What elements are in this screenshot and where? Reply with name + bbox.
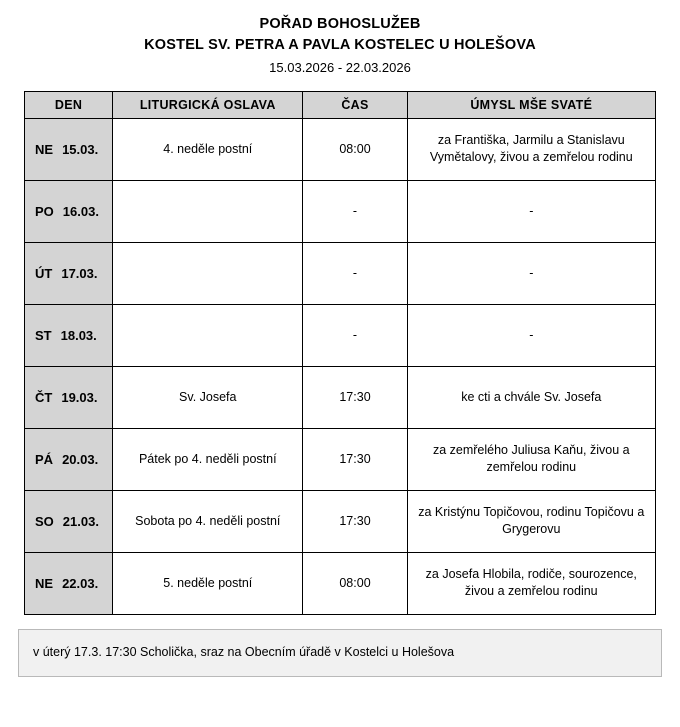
cell-time: 08:00 [303,552,407,614]
cell-liturgy [113,180,303,242]
date-range: 15.03.2026 - 22.03.2026 [269,60,411,76]
cell-liturgy: Sv. Josefa [113,366,303,428]
day-date: 21.03. [62,513,99,529]
day-date: 18.03. [60,327,97,343]
day-of-week: PÁ [35,451,54,467]
table-row [25,242,656,304]
page-title: POŘAD BOHOSLUŽEB [259,16,421,32]
cell-day [25,118,113,180]
table-row [25,304,656,366]
document-header [0,0,680,77]
schedule-table-wrapper [24,91,656,615]
column-header-day: DEN [25,91,113,118]
cell-intention: - [407,242,655,304]
parish-title: KOSTEL SV. PETRA A PAVLA KOSTELEC U HOLEŠOVA [144,37,536,54]
cell-liturgy: 4. neděle postní [113,118,303,180]
cell-intention: za Kristýnu Topičovou, rodinu Topičovu a Grygerovu [407,490,655,552]
cell-time: 08:00 [303,118,407,180]
cell-day [25,242,113,304]
day-of-week: ČT [35,389,53,405]
cell-time: 17:30 [303,428,407,490]
day-date: 20.03. [62,451,99,467]
column-header-intention: ÚMYSL MŠE SVATÉ [407,91,655,118]
table-row [25,490,656,552]
cell-day [25,304,113,366]
day-of-week: NE [35,575,54,591]
cell-time: - [303,304,407,366]
cell-time: - [303,180,407,242]
day-date: 19.03. [61,389,98,405]
cell-intention: za Josefa Hlobila, rodiče, sourozence, živou a zemřelou rodinu [407,552,655,614]
cell-intention: - [407,180,655,242]
day-of-week: NE [35,141,54,157]
day-of-week: ST [35,327,52,343]
day-date: 15.03. [62,141,99,157]
cell-intention: za Františka, Jarmilu a Stanislavu Vymětalovy, živou a zemřelou rodinu [407,118,655,180]
day-of-week: PO [35,203,54,219]
cell-intention: za zemřelého Juliusa Kaňu, živou a zemřelou rodinu [407,428,655,490]
cell-intention: - [407,304,655,366]
table-row [25,118,656,180]
schedule-table [24,91,656,615]
cell-day [25,428,113,490]
cell-day [25,366,113,428]
table-row [25,180,656,242]
column-header-liturgy: LITURGICKÁ OSLAVA [113,91,303,118]
cell-time: - [303,242,407,304]
table-header-row [25,91,656,118]
cell-liturgy [113,304,303,366]
table-row [25,366,656,428]
cell-liturgy: Pátek po 4. neděli postní [113,428,303,490]
cell-liturgy [113,242,303,304]
announcement-box [18,629,662,677]
day-date: 17.03. [61,265,98,281]
column-header-time: ČAS [303,91,407,118]
cell-day [25,490,113,552]
cell-day [25,552,113,614]
cell-day [25,180,113,242]
table-row [25,552,656,614]
cell-time: 17:30 [303,490,407,552]
day-of-week: ÚT [35,265,53,281]
cell-time: 17:30 [303,366,407,428]
announcement-text: v úterý 17.3. 17:30 Scholička, sraz na Obecním úřadě v Kostelci u Holešova [33,645,455,660]
day-date: 22.03. [62,575,99,591]
day-of-week: SO [35,513,54,529]
table-row [25,428,656,490]
cell-liturgy: Sobota po 4. neděli postní [113,490,303,552]
day-date: 16.03. [62,203,99,219]
cell-liturgy: 5. neděle postní [113,552,303,614]
cell-intention: ke cti a chvále Sv. Josefa [407,366,655,428]
